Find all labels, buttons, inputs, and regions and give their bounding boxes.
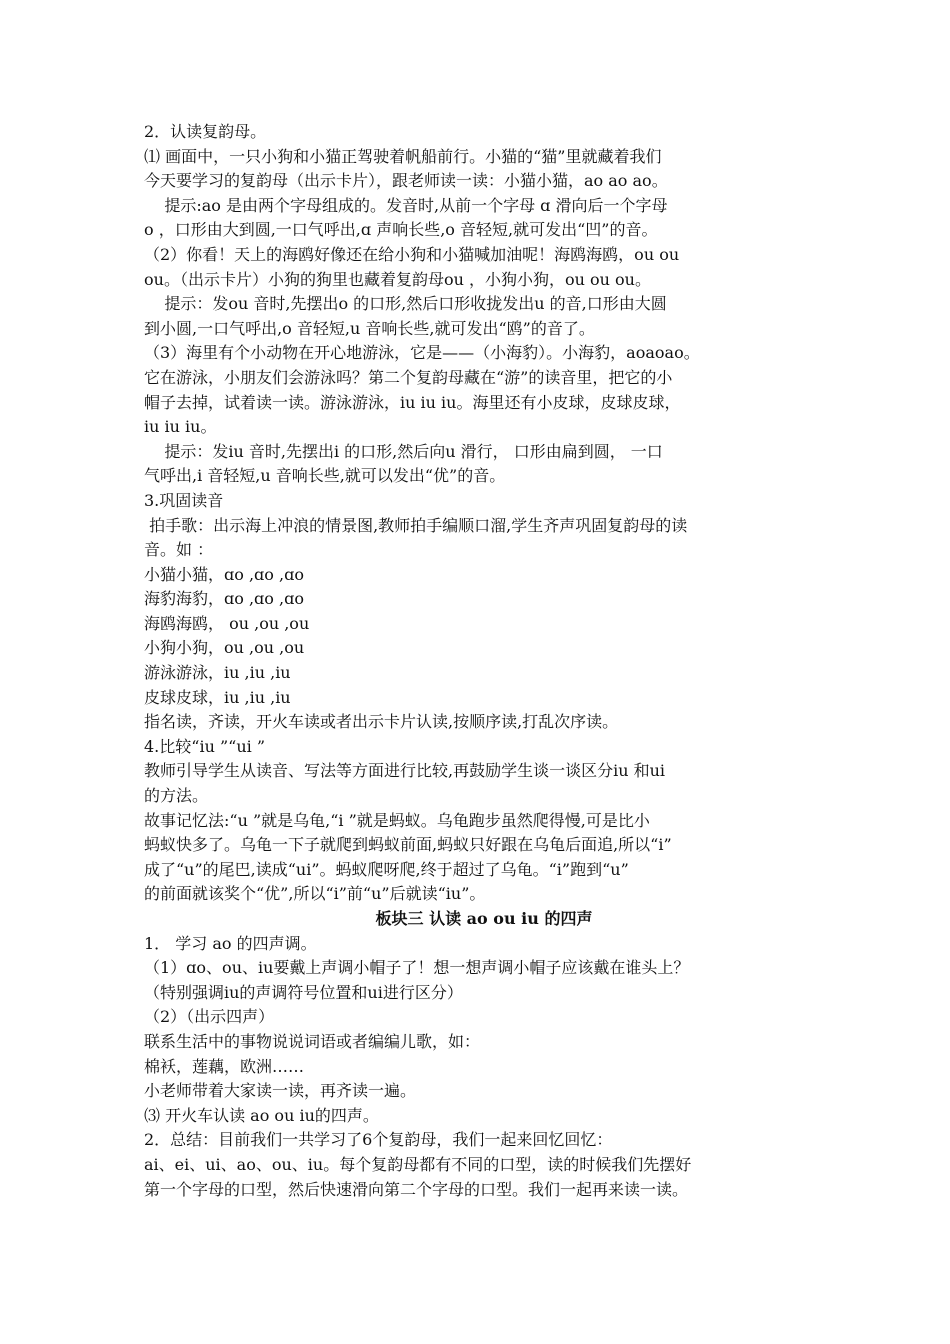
document-page bbox=[144, 120, 824, 1202]
text-line: ⑴ 画面中，一只小狗和小猫正驾驶着帆船前行。小猫的“猫”里就藏着我们 bbox=[144, 146, 662, 166]
text-line: 小猫小猫，ɑo ,ɑo ,ɑo bbox=[144, 564, 304, 584]
text-line: 小狗小狗，ou ,ou ,ou bbox=[144, 638, 305, 658]
text-line: o ，口形由大到圆,一口气呼出,ɑ 声响长些,o 音轻短,就可发出“凹”的音。 bbox=[144, 220, 658, 240]
text-line: 海鸥海鸥， ou ,ou ,ou bbox=[144, 613, 310, 633]
text-line: 的方法。 bbox=[144, 786, 209, 806]
text-line: 2．总结：目前我们一共学习了6个复韵母，我们一起来回忆回忆： bbox=[144, 1130, 613, 1150]
text-line: （2）（出示四声） bbox=[144, 1007, 275, 1027]
text-line: 1． 学习 ao 的四声调。 bbox=[144, 933, 317, 953]
text-line: 指名读，齐读，开火车读或者出示卡片认读,按顺序读,打乱次序读。 bbox=[144, 712, 619, 732]
text-line: ai、ei、ui、ao、ou、iu。每个复韵母都有不同的口型，读的时候我们先摆好 bbox=[144, 1154, 692, 1174]
text-line: （特别强调iu的声调符号位置和ui进行区分） bbox=[144, 982, 463, 1002]
text-line: ⑶ 开火车认读 ao ou iu的四声。 bbox=[144, 1105, 379, 1125]
text-line: 皮球皮球，iu ,iu ,iu bbox=[144, 687, 291, 707]
text-line: 今天要学习的复韵母（出示卡片），跟老师读一读：小猫小猫，ao ao ao。 bbox=[144, 171, 668, 191]
text-line: （3）海里有个小动物在开心地游泳，它是——（小海豹）。小海豹，aoaoao。 bbox=[144, 343, 700, 363]
text-line: 它在游泳，小朋友们会游泳吗？第二个复韵母藏在“游”的读音里，把它的小 bbox=[144, 367, 673, 387]
text-line: 帽子去掉，试着读一读。游泳游泳，iu iu iu。海里还有小皮球，皮球皮球， bbox=[144, 392, 681, 412]
text-line: ou。（出示卡片）小狗的狗里也藏着复韵母ou ，小狗小狗，ou ou ou。 bbox=[144, 269, 651, 289]
text-line: 到小圆,一口气呼出,o 音轻短,u 音响长些,就可发出“鸥”的音了。 bbox=[144, 318, 595, 338]
text-line: 2．认读复韵母。 bbox=[144, 122, 267, 141]
text-line: 拍手歌：出示海上冲浪的情景图,教师拍手编顺口溜,学生齐声巩固复韵母的读 bbox=[144, 515, 688, 535]
text-line: 故事记忆法:“u ”就是乌龟,“i ”就是蚂蚁。乌龟跑步虽然爬得慢,可是比小 bbox=[144, 810, 650, 830]
text-line: 联系生活中的事物说说词语或者编编儿歌，如： bbox=[144, 1031, 481, 1051]
text-line: 的前面就该奖个“优”,所以“i”前“u”后就读“iu”。 bbox=[144, 884, 486, 904]
text-line: 提示：发ou 音时,先摆出o 的口形,然后口形收拢发出u 的音,口形由大圆 bbox=[144, 294, 667, 314]
text-line: 海豹海豹，ɑo ,ɑo ,ɑo bbox=[144, 589, 304, 609]
text-line: 提示:ao 是由两个字母组成的。发音时,从前一个字母 ɑ 滑向后一个字母 bbox=[144, 195, 668, 215]
text-line: 音。如 ： bbox=[144, 540, 214, 560]
text-line: 3.巩固读音 bbox=[144, 490, 224, 510]
text-line: 小老师带着大家读一读，再齐读一遍。 bbox=[144, 1081, 417, 1101]
text-line: 蚂蚁快多了。乌龟一下子就爬到蚂蚁前面,蚂蚁只好跟在乌龟后面追,所以“i” bbox=[144, 835, 672, 855]
text-line: 棉袄，莲藕，欧洲…… bbox=[144, 1056, 305, 1076]
text-line: （2）你看！天上的海鸥好像还在给小狗和小猫喊加油呢！海鸥海鸥，ou ou bbox=[144, 244, 680, 264]
section-heading: 板块三 认读 ao ou iu 的四声 bbox=[375, 909, 593, 928]
text-line: 成了“u”的尾巴,读成“ui”。蚂蚁爬呀爬,终于超过了乌龟。“i”跑到“u” bbox=[144, 859, 629, 879]
text-line: iu iu iu。 bbox=[144, 417, 217, 437]
text-line: （1）ɑo、ou、iu要戴上声调小帽子了！想一想声调小帽子应该戴在谁头上？ bbox=[144, 958, 690, 978]
text-line: 教师引导学生从读音、写法等方面进行比较,再鼓励学生谈一谈区分iu 和ui bbox=[144, 761, 666, 781]
text-line: 4.比较“iu ”“ui ” bbox=[144, 736, 266, 756]
text-line: 第一个字母的口型，然后快速滑向第二个字母的口型。我们一起再来读一读。 bbox=[144, 1179, 689, 1199]
text-line: 游泳游泳，iu ,iu ,iu bbox=[144, 663, 291, 683]
text-line: 提示：发iu 音时,先摆出i 的口形,然后向u 滑行， 口形由扁到圆， 一口 bbox=[144, 441, 663, 461]
text-line: 气呼出,i 音轻短,u 音响长些,就可以发出“优”的音。 bbox=[144, 466, 506, 486]
